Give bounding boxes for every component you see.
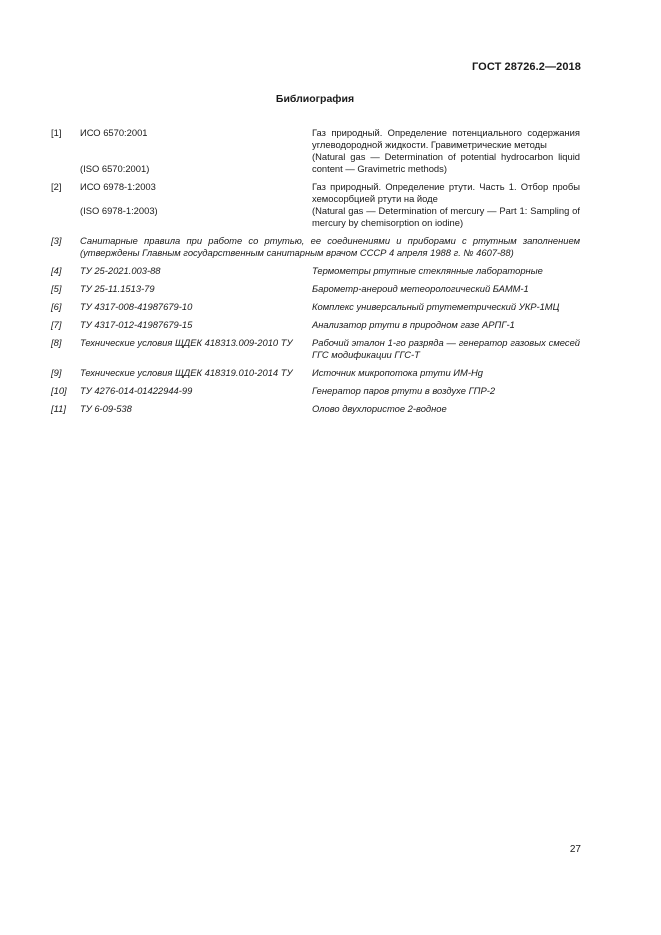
bibliography-list [51,127,580,421]
bibliography-entry-3 [51,235,580,259]
bibliography-entry-7 [51,319,580,331]
bibliography-entry-6 [51,301,580,313]
entry-text-en: (Natural gas — Determination of mercury — Part 1: Sampling of mercury by chemisorption on iodine) [312,205,580,228]
entry-number: [2] [51,181,62,192]
entry-number: [10] [51,385,67,396]
entry-code: Технические условия ЩДЕК 418319.010-2014 ТУ [80,367,293,378]
entry-code: ТУ 4317-008-41987679-10 [80,301,193,312]
entry-number: [7] [51,319,62,330]
entry-code: Технические условия ЩДЕК 418313.009-2010 ТУ [80,337,293,348]
bibliography-entry-8 [51,337,580,361]
entry-description: Олово двухлористое 2-водное [312,403,447,414]
entry-description [312,181,580,229]
entry-number: [4] [51,265,62,276]
entry-description: Барометр-анероид метеорологический БАММ-1 [312,283,529,294]
bibliography-entry-10 [51,385,580,397]
page-number: 27 [569,844,581,855]
entry-description: Источник микропотока ртути ИМ-Hg [312,367,483,378]
document-header-standard: ГОСТ 28726.2—2018 [471,61,581,73]
entry-description: Генератор паров ртути в воздухе ГПР-2 [312,385,496,396]
entry-number: [5] [51,283,62,294]
entry-code-column [80,127,312,175]
bibliography-entry-4 [51,265,580,277]
entry-description: Рабочий эталон 1-го разряда — генератор газовых смесей ГГС модификации ГГС-Т [312,337,580,360]
entry-code: ТУ 25-2021.003-88 [80,265,161,276]
entry-description: Термометры ртутные стеклянные лабораторные [312,265,543,276]
bibliography-entry-5 [51,283,580,295]
entry-description: Комплекс универсальный ртутеметрический УКР-1МЦ [312,301,560,312]
entry-code: ИСО 6570:2001 [80,127,148,138]
bibliography-entry-11 [51,403,580,415]
entry-number: [11] [51,403,66,414]
entry-text-ru: Газ природный. Определение ртути. Часть 1. Отбор пробы хемосорбцией ртути на йоде [312,181,580,204]
entry-description: Анализатор ртути в природном газе АРПГ-1 [312,319,515,330]
entry-alt-code: (ISO 6978-1:2003) [80,205,158,216]
entry-description [312,127,580,175]
entry-code: ИСО 6978-1:2003 [80,181,156,192]
bibliography-entry-2 [51,181,580,229]
entry-number: [8] [51,337,62,348]
entry-alt-code: (ISO 6570:2001) [80,163,150,174]
entry-text-en: (Natural gas — Determination of potential hydrocarbon liquid content — Gravimetric methods) [312,151,580,174]
entry-number: [9] [51,367,62,378]
page-title: Библиография [275,93,355,105]
entry-code: ТУ 6-09-538 [80,403,132,414]
entry-number: [1] [51,127,62,138]
entry-code-column [80,181,312,217]
entry-number: [6] [51,301,62,312]
bibliography-entry-9 [51,367,580,379]
entry-code: ТУ 4276-014-01422944-99 [80,385,193,396]
bibliography-entry-1 [51,127,580,175]
entry-code: ТУ 4317-012-41987679-15 [80,319,193,330]
entry-number: [3] [51,235,62,246]
entry-code: ТУ 25-11.1513-79 [80,283,155,294]
entry-text-ru: Газ природный. Определение потенциального содержания углеводородной жидкости. Гравиметрические методы [312,127,580,150]
entry-description: Санитарные правила при работе со ртутью, ее соединениями и приборами с ртутным заполнением (утверждены Главным государственным санитарным врачом СССР 4 апреля 1988 г. № 4607-88) [80,235,580,258]
